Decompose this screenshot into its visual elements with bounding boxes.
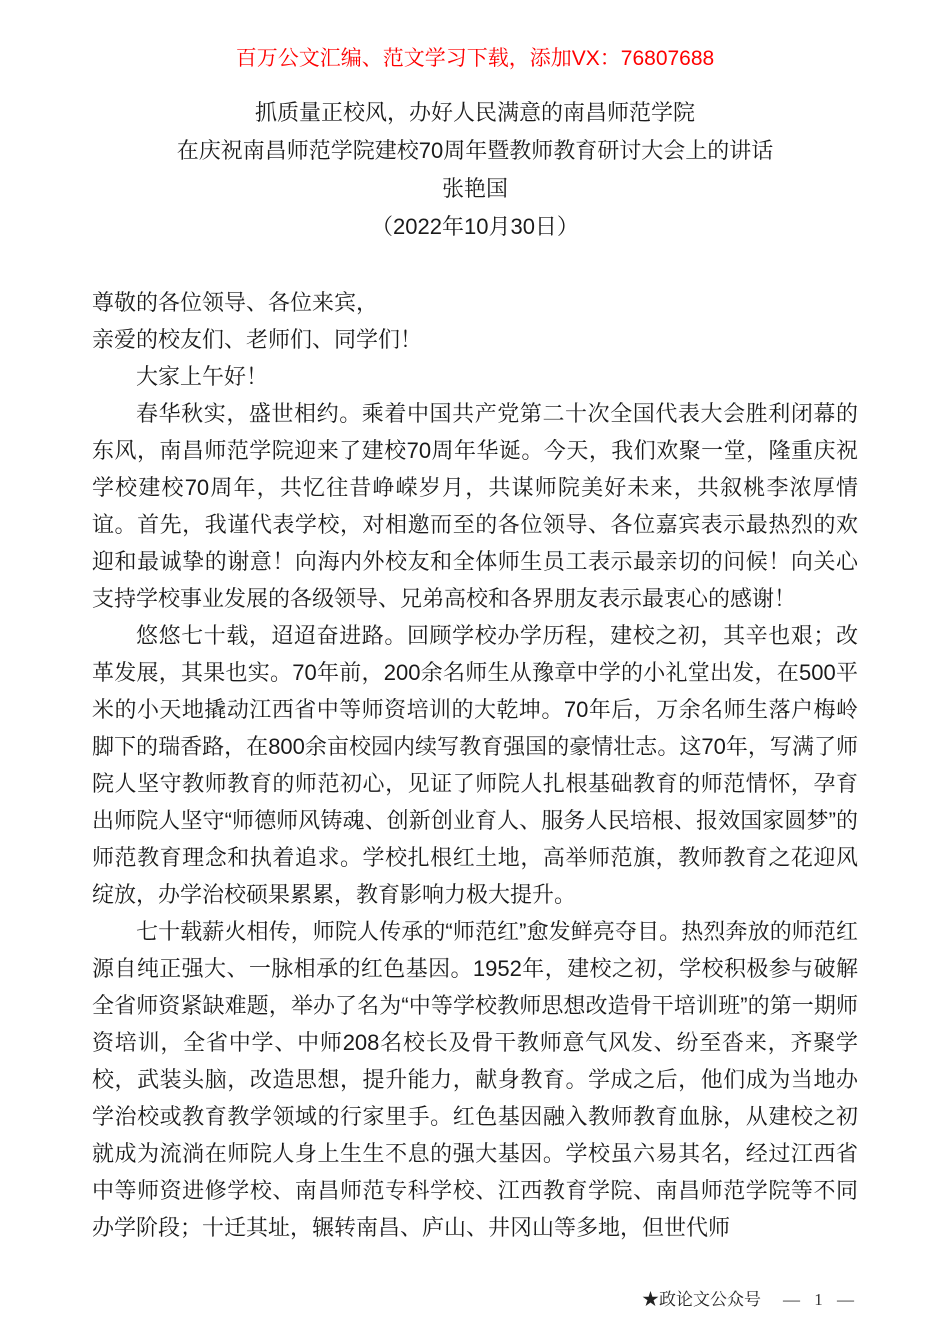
watermark-notice: 百万公文汇编、范文学习下载，添加VX：76807688 [235,47,715,70]
salutation-line: 尊敬的各位领导、各位来宾， [92,290,379,315]
body-paragraph: 七十载薪火相传，师院人传承的“师范红”愈发鲜亮夺目。热烈奔放的师范红源自纯正强大、一脉相承的红色基因。1952年，建校之初，学校积极参与破解全省师资紧缺难题，举办了名为“中等学校教师思想改造骨干培训班”的第一期师资培训，全省中学、中师208名校长及骨干教师意气风发、纷至沓来，齐聚学校，武装头脑，改造思想，提升能力，献身教育。学成之后，他们成为当地办学治校或教育教学领域的行家里手。红色基因融入教师教育血脉，从建校之初就成为流淌在师院人身上生生不息的强大基因。学校虽六易其名，经过江西省中等师资进修学校、南昌师范专科学校、江西教育学院、南昌师范学院等不同办学阶段；十迁其址，辗转南昌、庐山、井冈山等多地，但世代师 [92,919,858,1240]
document-subtitle: 在庆祝南昌师范学院建校70周年暨教师教育研讨大会上的讲话 [176,138,774,163]
footer-channel-label: ★政论文公众号 [642,1290,761,1309]
document-title: 抓质量正校风，办好人民满意的南昌师范学院 [254,100,695,125]
document-date: （2022年10月30日） [371,214,579,239]
page-footer [642,1285,854,1310]
body-paragraph: 大家上午好！ [136,364,269,389]
body-paragraphs [92,358,858,1246]
salutation-block [92,284,858,358]
salutation-line: 亲爱的校友们、老师们、同学们！ [92,327,423,352]
body-paragraph: 春华秋实，盛世相约。乘着中国共产党第二十次全国代表大会胜利闭幕的东风，南昌师范学院迎来了建校70周年华诞。今天，我们欢聚一堂，隆重庆祝学校建校70周年，共忆往昔峥嵘岁月，共谋师院美好未来，共叙桃李浓厚情谊。首先，我谨代表学校，对相邀而至的各位领导、各位嘉宾表示最热烈的欢迎和最诚挚的谢意！向海内外校友和全体师生员工表示最亲切的问候！向关心支持学校事业发展的各级领导、兄弟高校和各界朋友表示最衷心的感谢！ [92,401,858,611]
page-number: — 1 — [783,1290,854,1309]
author-name: 张艳国 [441,176,508,201]
body-paragraph: 悠悠七十载，迢迢奋进路。回顾学校办学历程，建校之初，其辛也艰；改革发展，其果也实。70年前，200余名师生从豫章中学的小礼堂出发，在500平米的小天地撬动江西省中等师资培训的大乾坤。70年后，万余名师生落户梅岭脚下的瑞香路，在800余亩校园内续写教育强国的豪情壮志。这70年，写满了师院人坚守教师教育的师范初心，见证了师院人扎根基础教育的师范情怀，孕育出师院人坚守“师德师风铸魂、创新创业育人、服务人民培根、报效国家圆梦”的师范教育理念和执着追求。学校扎根红土地，高举师范旗，教师教育之花迎风绽放，办学治校硕果累累，教育影响力极大提升。 [92,623,858,907]
